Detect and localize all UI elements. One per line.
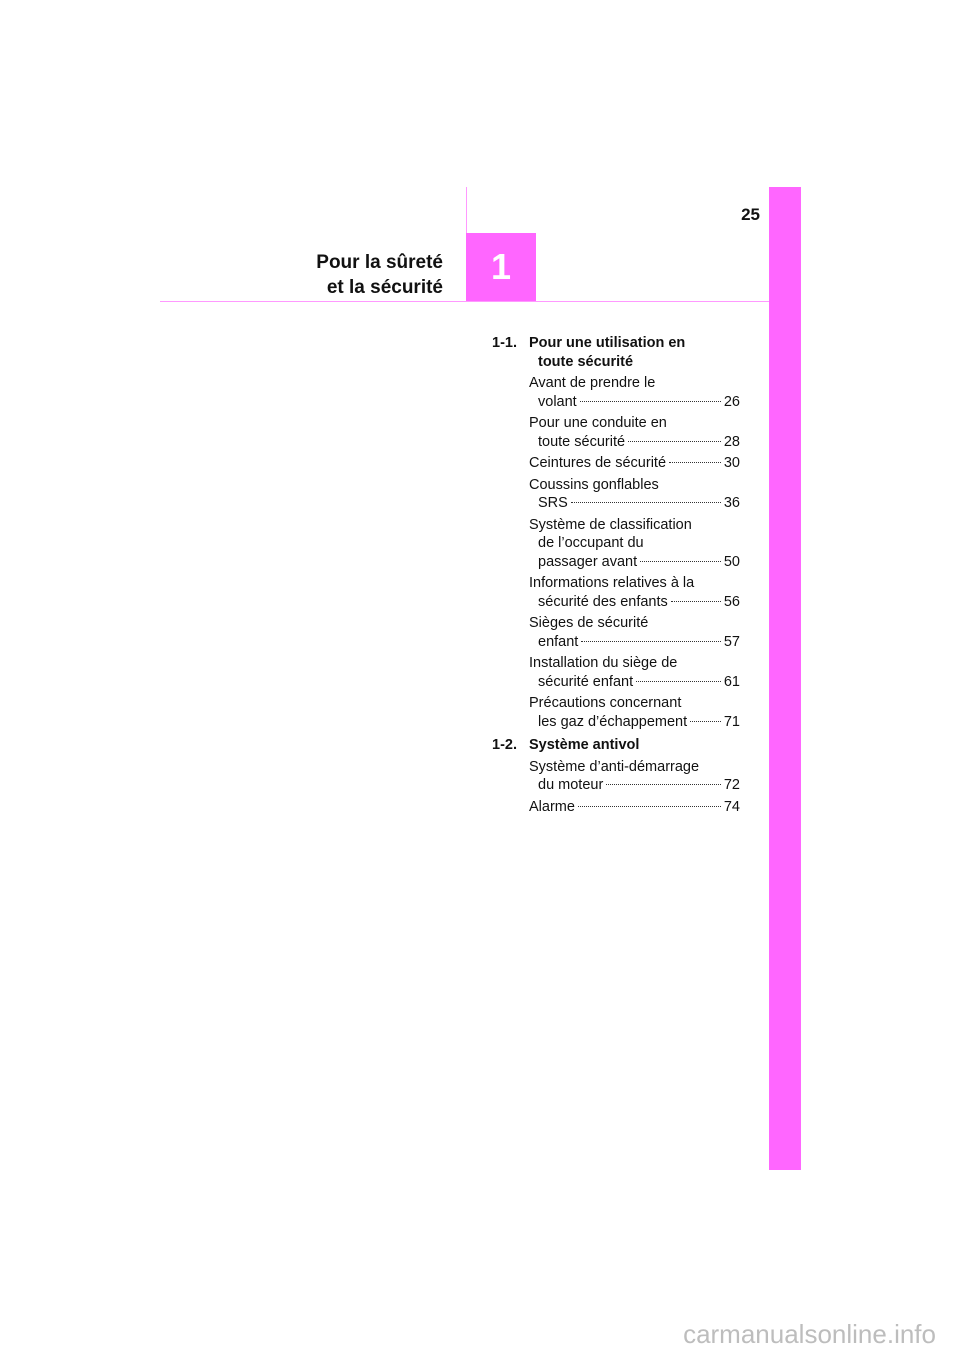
watermark: carmanualsonline.info [683, 1319, 936, 1349]
entry-page: 61 [723, 673, 740, 690]
entry-last-line [529, 393, 740, 412]
entry-last-line [529, 454, 740, 473]
entry-page: 57 [723, 633, 740, 650]
dot-leader [636, 681, 721, 682]
section-title [529, 736, 639, 755]
entry-last-line [529, 494, 740, 513]
entry-text: sécurité des enfants [538, 593, 668, 610]
section-title-line1: Pour une utilisation en [529, 335, 686, 351]
toc-entry[interactable] [529, 798, 740, 817]
entry-line: Informations relatives à la [529, 575, 695, 591]
entry-last-line [529, 593, 740, 612]
dot-leader [640, 561, 721, 562]
entry-line: Système de classification [529, 516, 692, 533]
entry-last-line [529, 673, 740, 692]
section-title [529, 334, 685, 371]
dot-leader [571, 502, 721, 503]
dot-leader [628, 441, 721, 442]
chapter-number-box [466, 233, 536, 301]
chapter-title-line2: et la sécurité [326, 277, 443, 298]
entry-text: les gaz d’échappement [538, 713, 688, 730]
entry-page: 26 [723, 393, 740, 410]
toc-entry[interactable] [529, 574, 740, 611]
entry-last-line [529, 776, 740, 795]
header-horizontal-rule [160, 301, 769, 302]
dot-leader [690, 721, 721, 722]
toc-entry[interactable] [529, 374, 740, 411]
entry-line: Système d’anti-démarrage [529, 758, 700, 775]
entry-text: Ceintures de sécurité [529, 455, 667, 471]
entry-last-line [529, 713, 740, 732]
toc-entry[interactable] [529, 454, 740, 473]
section-number: 1-2. [492, 737, 517, 753]
dot-leader [580, 401, 721, 402]
entry-last-line [529, 553, 740, 572]
entry-page: 74 [723, 798, 740, 815]
entry-page: 56 [723, 593, 740, 610]
entry-line: Avant de prendre le [529, 375, 656, 391]
entry-line: de l’occupant du [538, 535, 644, 551]
entry-text: sécurité enfant [538, 673, 634, 690]
entry-text: toute sécurité [538, 433, 626, 450]
entry-line: Sièges de sécurité [529, 615, 649, 631]
toc-entry[interactable] [529, 614, 740, 651]
toc-section-1-1[interactable] [492, 334, 740, 371]
entry-page: 50 [723, 553, 740, 570]
entry-line: Coussins gonflables [529, 476, 659, 493]
entry-page: 30 [723, 455, 740, 471]
entry-last-line [529, 633, 740, 652]
entry-text: volant [538, 393, 577, 410]
entry-last-line [529, 433, 740, 452]
chapter-title-line1: Pour la sûreté [316, 252, 443, 273]
toc-entry[interactable] [529, 694, 740, 731]
entry-line: Précautions concernant [529, 695, 682, 711]
entry-text: enfant [538, 633, 579, 650]
section-number: 1-1. [492, 335, 517, 351]
header-vertical-rule [466, 187, 467, 233]
entry-text: Alarme [529, 798, 575, 815]
entry-text: passager avant [538, 553, 638, 570]
chapter-tab-strip [769, 187, 801, 1170]
entry-page: 72 [723, 777, 740, 793]
toc-entry[interactable] [529, 758, 740, 795]
chapter-number: 1 [490, 246, 512, 287]
toc-entry[interactable] [529, 654, 740, 691]
entry-page: 28 [723, 433, 740, 450]
entry-line: Installation du siège de [529, 655, 678, 671]
dot-leader [671, 601, 721, 602]
entry-page: 36 [723, 495, 740, 511]
dot-leader [606, 784, 721, 785]
dot-leader [581, 641, 721, 642]
chapter-title [316, 250, 443, 300]
section-title-line1: Système antivol [529, 737, 640, 753]
dot-leader [669, 462, 721, 463]
table-of-contents [492, 334, 740, 819]
entry-text: du moteur [538, 777, 604, 793]
section-title-line2: toute sécurité [538, 353, 634, 370]
entry-page: 71 [723, 713, 740, 730]
entry-text: SRS [538, 495, 568, 511]
entry-line: Pour une conduite en [529, 415, 667, 431]
dot-leader [578, 806, 721, 807]
toc-entry[interactable] [529, 414, 740, 451]
page-number: 25 [741, 205, 760, 224]
toc-entry[interactable] [529, 476, 740, 513]
toc-section-1-2[interactable] [492, 736, 740, 755]
entry-last-line [529, 798, 740, 817]
toc-entry[interactable] [529, 516, 740, 572]
